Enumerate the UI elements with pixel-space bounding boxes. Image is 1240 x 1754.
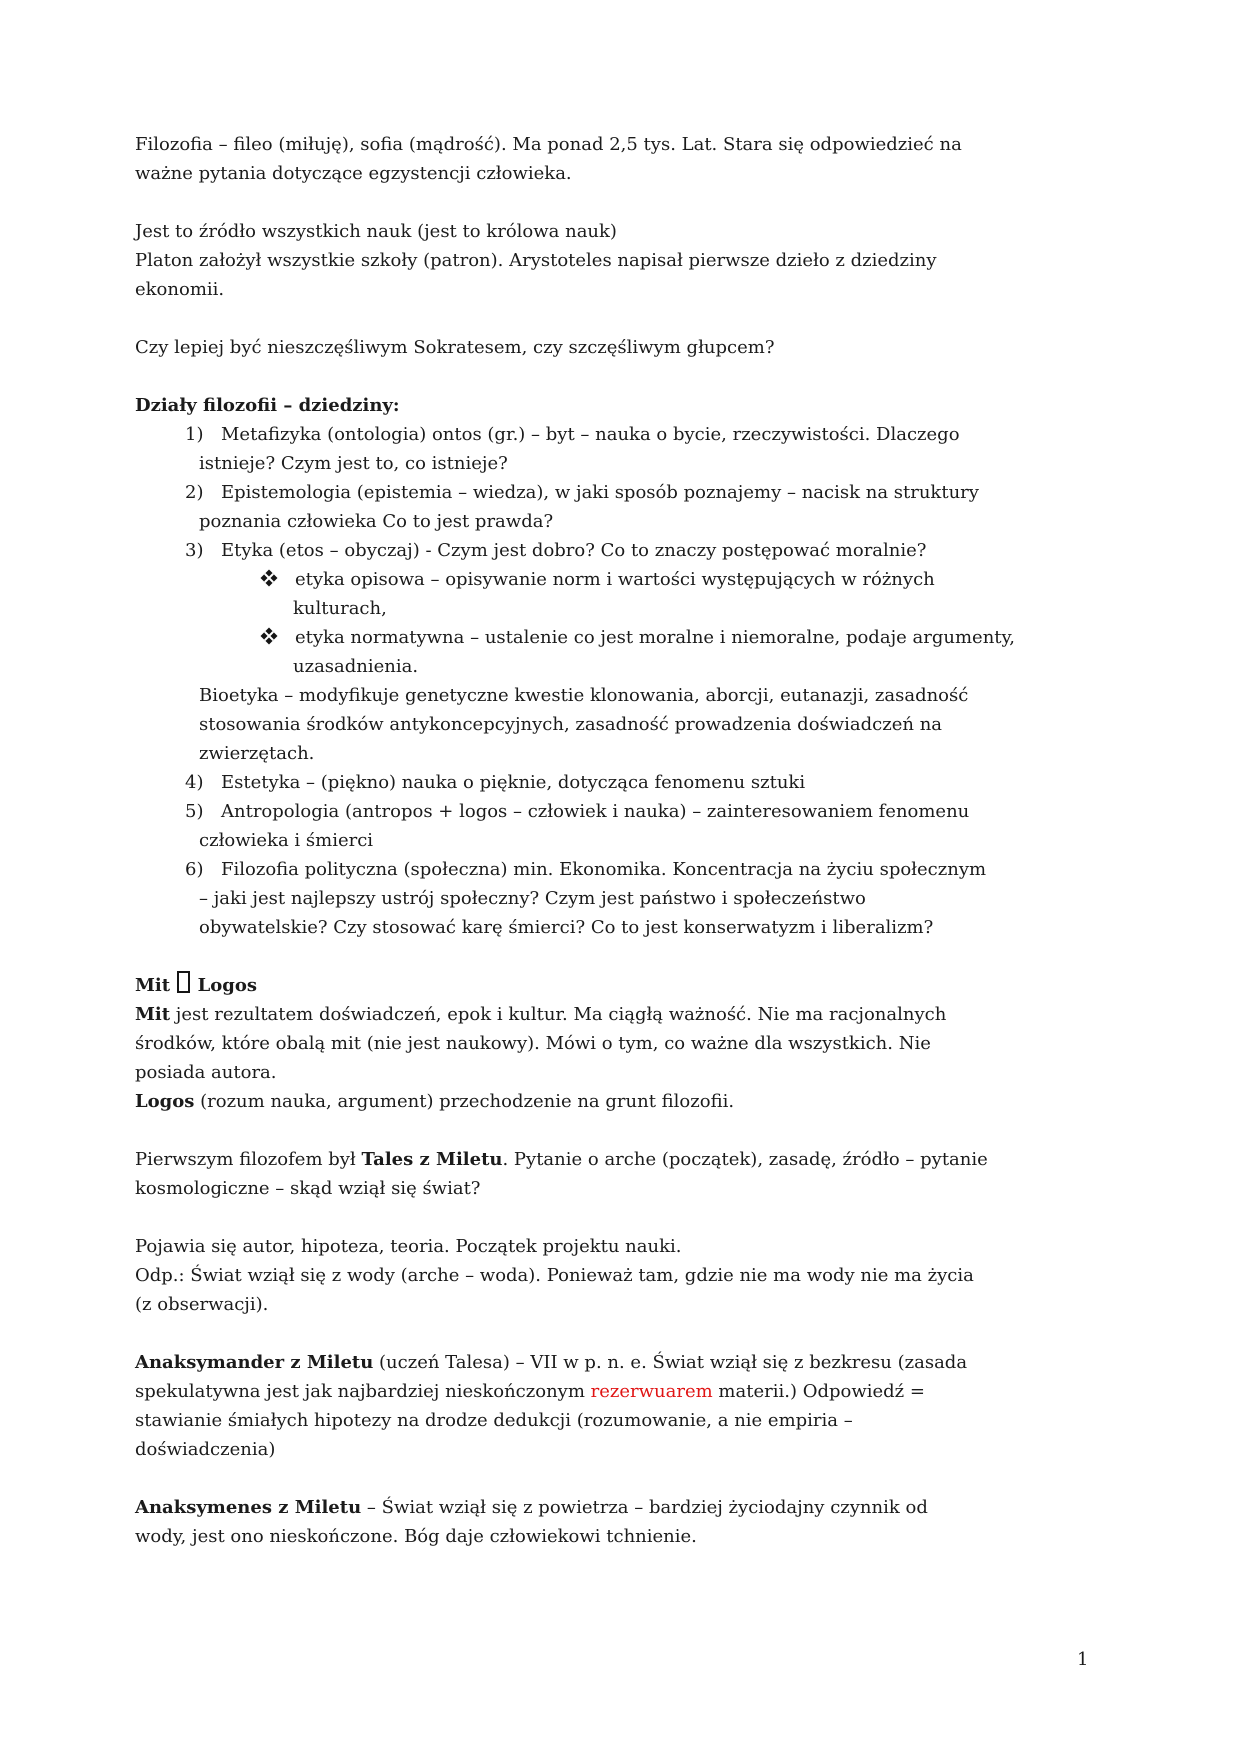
body-text: Metafizyka (ontologia) ontos (gr.) – byt – nauka o bycie, rzeczywistości. Dlaczego [221,424,960,445]
list-item-numbered [135,536,1115,565]
body-text: Czy lepiej być nieszczęśliwym Sokratesem, czy szczęśliwym głupcem? [135,337,775,358]
body-text: Epistemologia (epistemia – wiedza), w jaki sposób poznajemy – nacisk na struktury [221,482,979,503]
bold-text: Działy filozofii – dziedziny: [135,395,400,416]
paragraph [135,333,1115,362]
body-text: Pierwszym filozofem był [135,1149,362,1170]
body-text: Filozofia polityczna (społeczna) min. Ekonomika. Koncentracja na życiu społecznym [221,859,987,880]
text-line [135,826,1115,855]
paragraph [135,130,1115,188]
text-line [135,855,1115,884]
text-line [135,391,1115,420]
body-text: . Pytanie o arche (początek), zasadę, źródło – pytanie [502,1149,988,1170]
paragraph [135,1493,1115,1551]
body-text: etyka normatywna – ustalenie co jest moralne i niemoralne, podaje argumenty, [295,627,1016,648]
text-line [135,623,1115,652]
text-line [135,217,1115,246]
body-text: Odp.: Świat wziął się z wody (arche – woda). Ponieważ tam, gdzie nie ma wody nie ma życia [135,1265,974,1286]
text-line [135,1174,1115,1203]
body-text: Estetyka – (piękno) nauka o pięknie, dotycząca fenomenu sztuki [221,772,806,793]
text-line [135,971,1115,1000]
page-number: 1 [1077,1649,1089,1670]
body-text: uzasadnienia. [293,656,419,677]
list-number: 4) [185,772,204,793]
body-text: Antropologia (antropos + logos – człowiek i nauka) – zainteresowaniem fenomenu [221,801,970,822]
body-text: stawianie śmiałych hipotezy na drodze dedukcji (rozumowanie, a nie empiria – [135,1410,853,1431]
text-line [135,913,1115,942]
paragraph [135,217,1115,304]
text-line [135,1406,1115,1435]
blank-line [135,362,1115,391]
bold-text: Logos [135,1091,195,1112]
body-text: Etyka (etos – obyczaj) - Czym jest dobro? Co to znaczy postępować moralnie? [221,540,927,561]
section-heading [135,391,1115,420]
text-line [135,1058,1115,1087]
paragraph [135,1232,1115,1319]
text-line [135,1290,1115,1319]
highlighted-red-text: rezerwuarem [590,1381,713,1402]
list-item-numbered [135,855,1115,942]
section-heading [135,971,1115,1000]
list-item-numbered [135,797,1115,855]
text-line [135,652,1115,681]
text-line [135,507,1115,536]
text-line [135,1232,1115,1261]
body-text: Bioetyka – modyfikuje genetyczne kwestie klonowania, aborcji, eutanazji, zasadność [199,685,969,706]
body-text: (z obserwacji). [135,1294,269,1315]
body-text: ważne pytania dotyczące egzystencji człowieka. [135,163,572,184]
list-number: 5) [185,801,204,822]
body-text: Jest to źródło wszystkich nauk (jest to królowa nauk) [135,221,617,242]
body-text: (rozum nauka, argument) przechodzenie na grunt filozofii. [194,1091,735,1112]
diamond-bullet-icon [263,623,295,652]
blank-line [135,1319,1115,1348]
text-line [135,159,1115,188]
text-line [135,1029,1115,1058]
text-line [135,246,1115,275]
list-item-numbered [135,768,1115,797]
bold-text: Tales z Miletu [361,1149,503,1170]
paragraph [135,1000,1115,1116]
text-line [135,478,1115,507]
list-item-numbered [135,478,1115,536]
bold-text: Logos [191,975,257,996]
body-text: – Świat wziął się z powietrza – bardziej życiodajny czynnik od [361,1497,928,1518]
list-item-diamond [135,623,1115,681]
hanging-paragraph [135,681,1115,768]
list-number: 6) [185,859,204,880]
text-line [135,130,1115,159]
blank-line [135,1116,1115,1145]
paragraph [135,1145,1115,1203]
body-text: stosowania środków antykoncepcyjnych, zasadność prowadzenia doświadczeń na [199,714,943,735]
body-text: Filozofia – fileo (miłuję), sofia (mądrość). Ma ponad 2,5 tys. Lat. Stara się odpowiedzieć na [135,134,962,155]
text-line [135,275,1115,304]
blank-line [135,942,1115,971]
bold-text: Mit [135,1004,171,1025]
list-number: 3) [185,540,204,561]
body-text: wody, jest ono nieskończone. Bóg daje człowiekowi tchnienie. [135,1526,697,1547]
text-line [135,739,1115,768]
body-text: doświadczenia) [135,1439,276,1460]
text-line [135,710,1115,739]
bold-text: Anaksymander z Miletu [135,1352,374,1373]
text-line [135,565,1115,594]
body-text: poznania człowieka Co to jest prawda? [199,511,554,532]
body-text: kosmologiczne – skąd wziął się świat? [135,1178,481,1199]
body-text: (uczeń Talesa) – VII w p. n. e. Świat wziął się z bezkresu (zasada [373,1352,968,1373]
diamond-bullet-icon [263,565,295,594]
body-text: – jaki jest najlepszy ustrój społeczny? Czym jest państwo i społeczeństwo [199,888,866,909]
text-line [135,1145,1115,1174]
body-text: zwierzętach. [199,743,315,764]
missing-glyph-box-icon [177,971,190,993]
text-line [135,797,1115,826]
text-line [135,768,1115,797]
text-line [135,1000,1115,1029]
body-text: istnieje? Czym jest to, co istnieje? [199,453,508,474]
body-text: jest rezultatem doświadczeń, epok i kultur. Ma ciągłą ważność. Nie ma racjonalnych [170,1004,947,1025]
list-item-numbered [135,420,1115,478]
text-line [135,420,1115,449]
body-text: kulturach, [293,598,387,619]
body-text: posiada autora. [135,1062,277,1083]
text-line [135,681,1115,710]
text-line [135,536,1115,565]
text-line [135,1377,1115,1406]
text-line [135,1087,1115,1116]
body-text: spekulatywna jest jak najbardziej nieskończonym [135,1381,591,1402]
text-line [135,449,1115,478]
text-line [135,1435,1115,1464]
body-text: człowieka i śmierci [199,830,374,851]
text-line [135,1493,1115,1522]
list-number: 2) [185,482,204,503]
blank-line [135,304,1115,333]
text-line [135,333,1115,362]
text-line [135,884,1115,913]
body-text: środków, które obalą mit (nie jest naukowy). Mówi o tym, co ważne dla wszystkich. Nie [135,1033,931,1054]
text-line [135,1261,1115,1290]
body-text: obywatelskie? Czy stosować karę śmierci? Co to jest konserwatyzm i liberalizm? [199,917,934,938]
document-body [135,130,1115,1551]
text-line [135,594,1115,623]
text-line [135,1522,1115,1551]
body-text: Platon założył wszystkie szkoły (patron). Arystoteles napisał pierwsze dzieło z dziedziny [135,250,937,271]
bold-text: Mit [135,975,177,996]
paragraph [135,1348,1115,1464]
text-line [135,1348,1115,1377]
body-text: ekonomii. [135,279,225,300]
blank-line [135,188,1115,217]
blank-line [135,1203,1115,1232]
blank-line [135,1464,1115,1493]
body-text: Pojawia się autor, hipoteza, teoria. Początek projektu nauki. [135,1236,682,1257]
body-text: etyka opisowa – opisywanie norm i wartości występujących w różnych [295,569,935,590]
list-number: 1) [185,424,204,445]
bold-text: Anaksymenes z Miletu [135,1497,362,1518]
list-item-diamond [135,565,1115,623]
body-text: materii.) Odpowiedź = [712,1381,925,1402]
